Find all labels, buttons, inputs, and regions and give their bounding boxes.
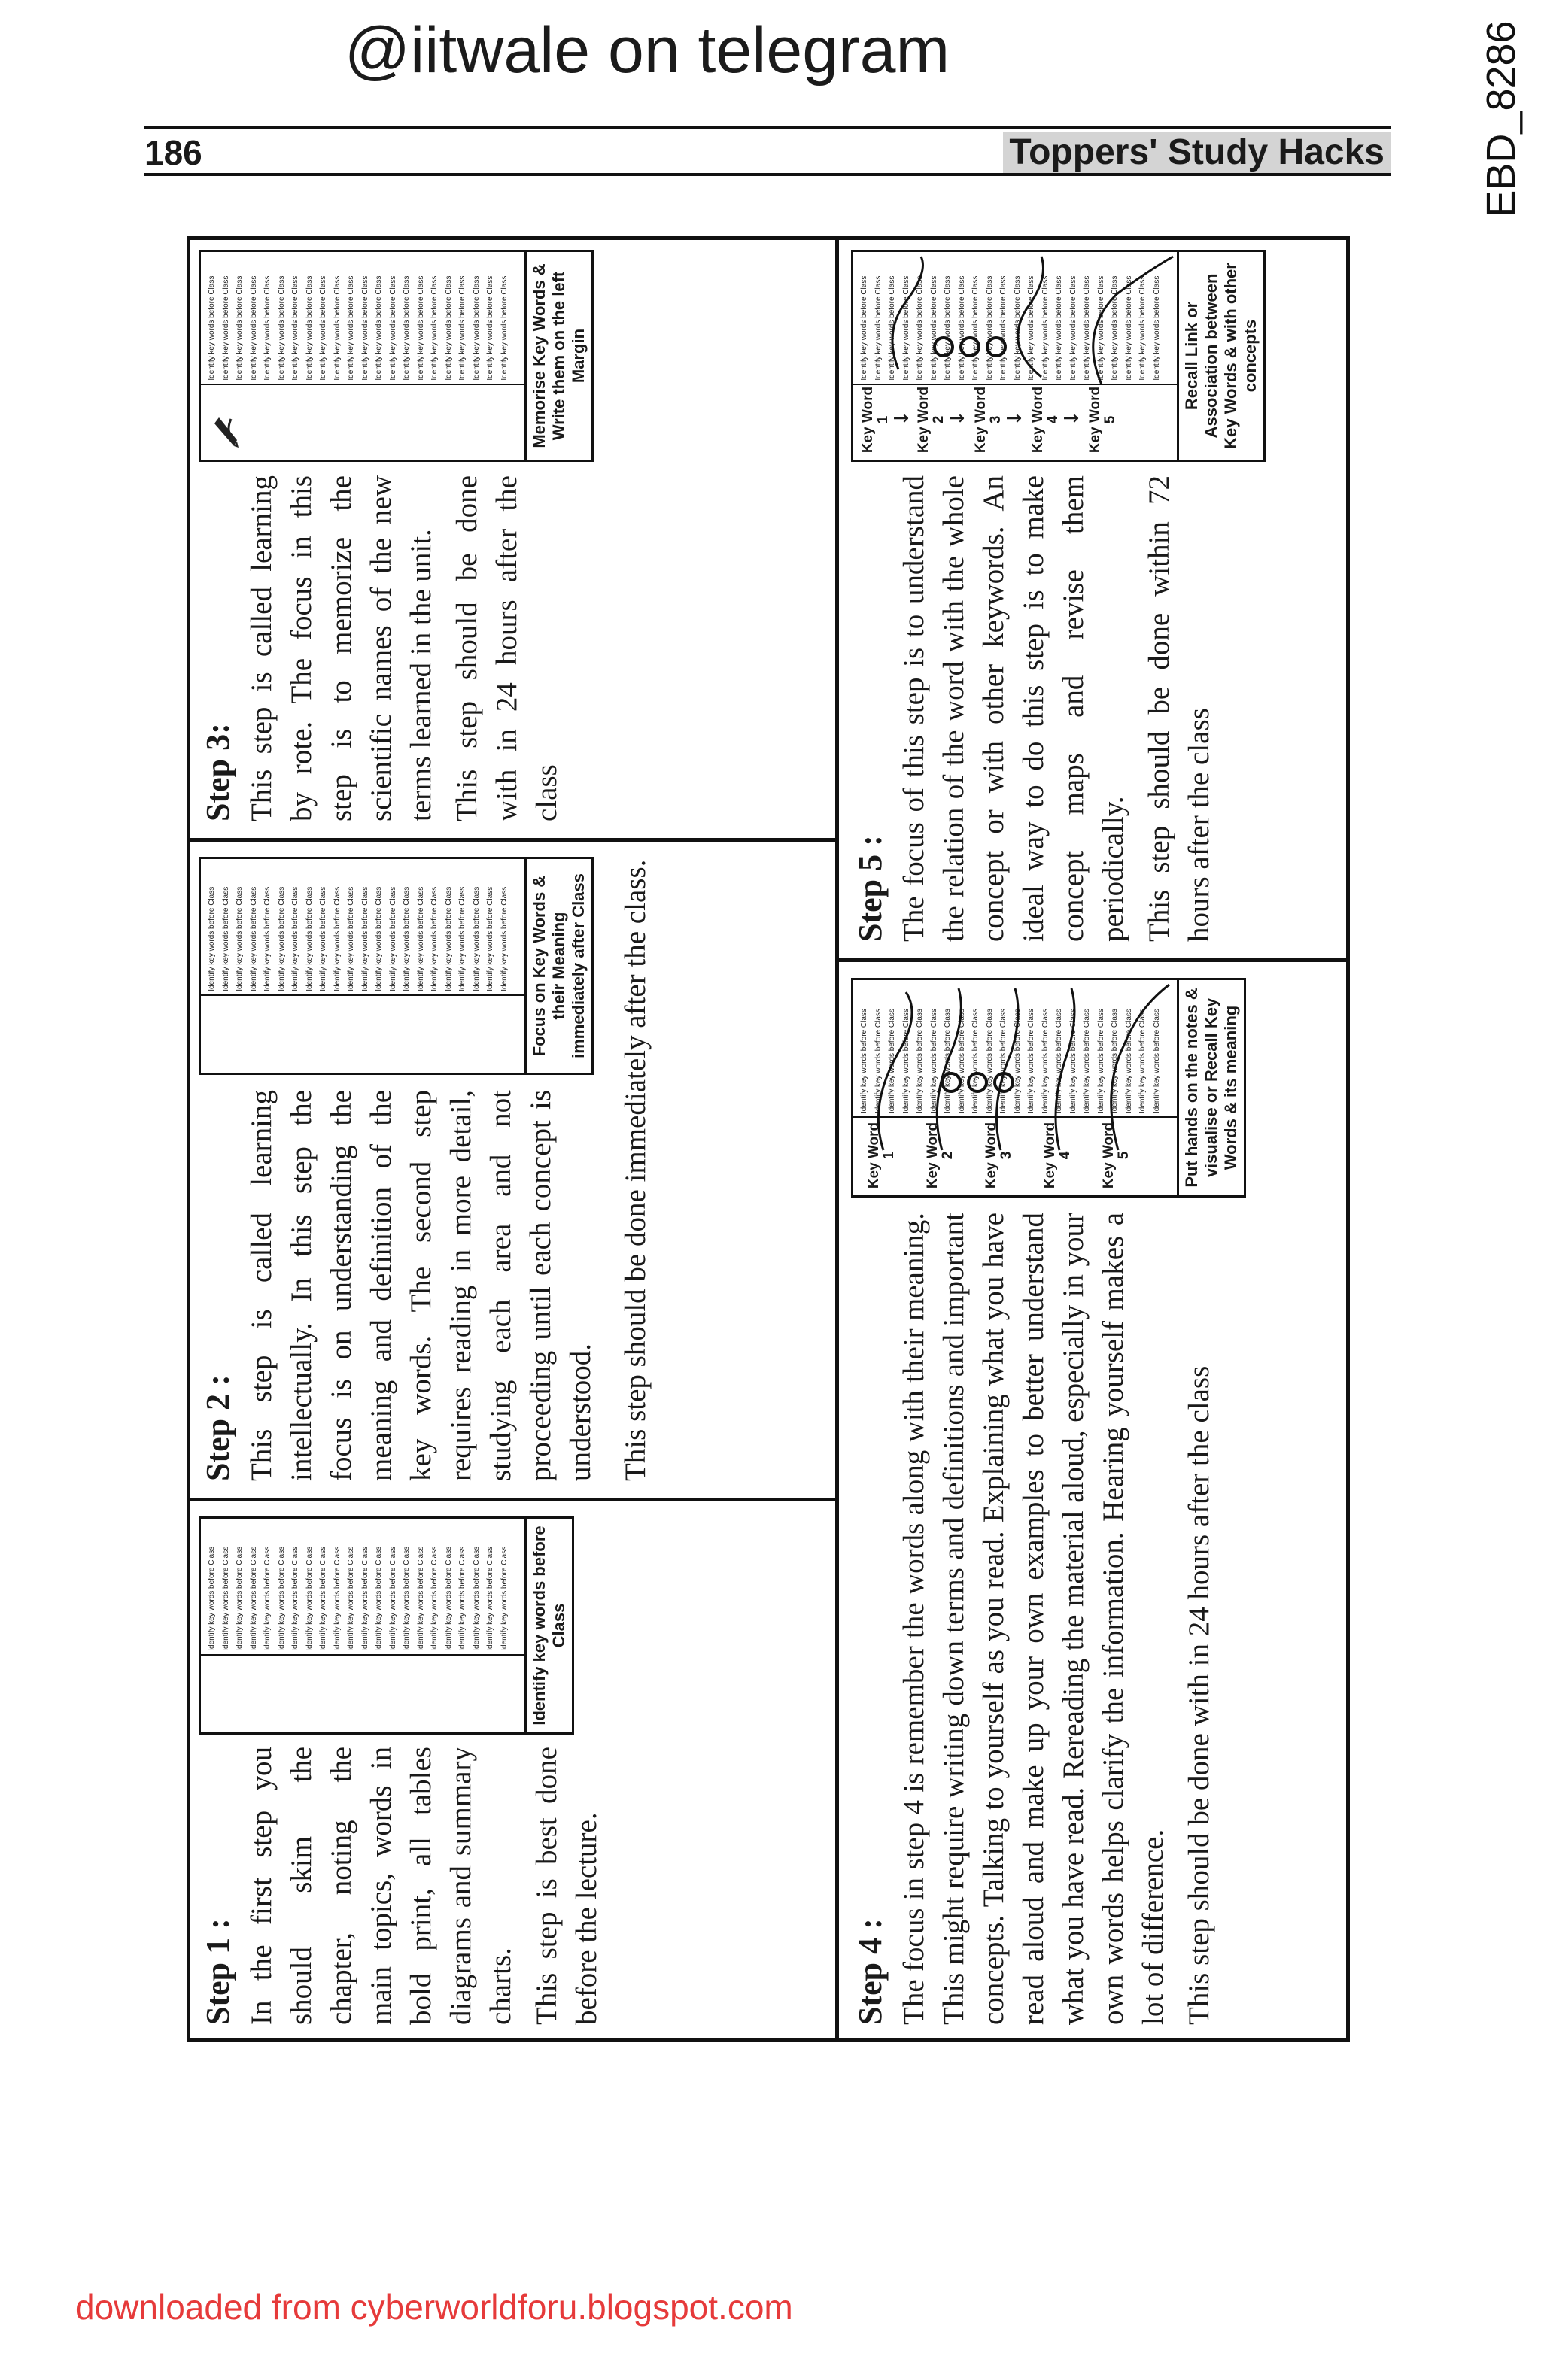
note-line: Identify key words before Class (305, 886, 314, 991)
note-line: Identify key words before Class (500, 1546, 509, 1651)
step-3-figure-caption: Memorise Key Words & Write them on the left Margin (527, 250, 594, 462)
note-line: Identify key words before Class (208, 275, 216, 381)
note-line: Identify key words before Class (319, 886, 327, 991)
note-line: Identify key words before Class (1055, 1009, 1063, 1114)
note-line: Identify key words before Class (444, 1546, 453, 1651)
arrow-down-icon: ↓ (891, 410, 913, 427)
key-word-4-label: Key Word 4 (1042, 1122, 1073, 1189)
note-line: Identify key words before Class (277, 886, 286, 991)
note-line: Identify key words before Class (1041, 275, 1050, 381)
note-line: Identify key words before Class (375, 275, 383, 381)
note-line: Identify key words before Class (1068, 275, 1077, 381)
step-3-cell (187, 236, 835, 838)
note-line: Identify key words before Class (221, 275, 230, 381)
note-line: Identify key words before Class (1138, 1009, 1147, 1114)
step-2-figure (199, 857, 594, 1075)
note-line: Identify key words before Class (458, 1546, 467, 1651)
step-3-text (199, 475, 573, 821)
note-line: Identify key words before Class (444, 886, 453, 991)
watermark-top: @iitwale on telegram (344, 14, 950, 87)
note-line: Identify key words before Class (1068, 1009, 1077, 1114)
step-2-title: Step 2 : (199, 1374, 236, 1481)
note-line: Identify key words before Class (319, 275, 327, 381)
note-line: Identify key words before Class (985, 1009, 994, 1114)
note-line: Identify key words before Class (1096, 1009, 1105, 1114)
header-rule-bottom (144, 173, 1391, 176)
note-line: Identify key words before Class (486, 1546, 494, 1651)
step-4-cell (839, 962, 1350, 2042)
note-line: Identify key words before Class (305, 275, 314, 381)
step-2-figure-caption: Focus on Key Words & their Meaning immediately after Class (527, 857, 594, 1075)
note-line: Identify key words before Class (1111, 1009, 1119, 1114)
step-2-text-lower (615, 858, 661, 1481)
note-line: Identify key words before Class (1111, 275, 1119, 381)
note-line: Identify key words before Class (236, 275, 244, 381)
note-line: Identify key words before Class (388, 275, 397, 381)
note-line: Identify key words before Class (263, 275, 272, 381)
note-line: Identify key words before Class (375, 1546, 383, 1651)
note-line: Identify key words before Class (929, 1009, 938, 1114)
note-line: Identify key words before Class (901, 1009, 910, 1114)
step-3-notes-page (199, 250, 527, 462)
note-line: Identify key words before Class (458, 275, 467, 381)
page-header (144, 126, 1391, 176)
note-line: Identify key words before Class (1138, 275, 1147, 381)
note-line: Identify key words before Class (263, 1546, 272, 1651)
note-line: Identify key words before Class (221, 886, 230, 991)
step-1-text (199, 1747, 612, 2025)
note-line: Identify key words before Class (430, 275, 439, 381)
key-word-1-label: Key Word 1 (860, 386, 891, 454)
note-line: Identify key words before Class (416, 1546, 425, 1651)
note-line: Identify key words before Class (403, 1546, 411, 1651)
note-line: Identify key words before Class (1152, 1009, 1161, 1114)
note-line: Identify key words before Class (486, 886, 494, 991)
step-2-para-2: This step should be done immediately after the class. (619, 859, 652, 1481)
key-word-4-label: Key Word 4 (1030, 386, 1061, 454)
step-4-figure (851, 978, 1246, 1198)
note-line: Identify key words before Class (360, 275, 369, 381)
header-rule-top (144, 126, 1391, 129)
note-line: Identify key words before Class (999, 1009, 1008, 1114)
step-4-para-1: The focus in step 4 is remember the words along with their meaning. This might require writing down terms and definitions and important concepts. Talking to yourself as you read. Explaining what you have read aloud and make up your own examples to better understand what you have read. Rereading the material aloud, especially in your own words helps clarify the information. Hearing yourself makes a lot of difference. (898, 1213, 1169, 2025)
note-line: Identify key words before Class (916, 275, 924, 381)
step-5-para-2: This step should be done within 72 hours after the class (1143, 475, 1215, 942)
note-line: Identify key words before Class (1152, 275, 1161, 381)
step-1-figure-caption: Identify key words before Class (527, 1516, 574, 1735)
note-line: Identify key words before Class (249, 886, 258, 991)
note-line: Identify key words before Class (236, 1546, 244, 1651)
note-line: Identify key words before Class (347, 886, 355, 991)
note-line: Identify key words before Class (971, 1009, 980, 1114)
note-line: Identify key words before Class (1041, 1009, 1050, 1114)
side-code (1471, 6, 1531, 232)
note-line: Identify key words before Class (1124, 1009, 1133, 1114)
step-5-cell (839, 236, 1350, 958)
note-line: Identify key words before Class (1013, 275, 1022, 381)
step-3-para-1: This step is called learning by rote. The focus in this step is to memorize the scientific names of the new terms learned in the unit. (245, 475, 437, 821)
note-line: Identify key words before Class (860, 275, 868, 381)
note-line: Identify key words before Class (388, 1546, 397, 1651)
note-line: Identify key words before Class (333, 275, 342, 381)
key-word-3-label: Key Word 3 (983, 1122, 1014, 1189)
step-5-figure (851, 250, 1266, 462)
arrow-down-icon: ↓ (1004, 410, 1026, 427)
note-line: Identify key words before Class (221, 1546, 230, 1651)
note-line: Identify key words before Class (360, 1546, 369, 1651)
note-line: Identify key words before Class (319, 1546, 327, 1651)
note-line: Identify key words before Class (430, 886, 439, 991)
step-4-text (851, 1213, 1225, 2025)
step-4-title: Step 4 : (852, 1918, 889, 2025)
note-line: Identify key words before Class (1083, 275, 1091, 381)
step-2-cell (187, 842, 835, 1498)
arrow-down-icon: ↓ (1061, 410, 1084, 427)
note-line: Identify key words before Class (985, 275, 994, 381)
note-line: Identify key words before Class (888, 275, 896, 381)
note-line: Identify key words before Class (291, 886, 299, 991)
note-line: Identify key words before Class (1083, 1009, 1091, 1114)
step-1-title: Step 1 : (199, 1918, 236, 2025)
key-word-2-label: Key Word 2 (916, 386, 947, 454)
step-5-text (851, 475, 1225, 942)
note-line: Identify key words before Class (888, 1009, 896, 1114)
note-line: Identify key words before Class (1124, 275, 1133, 381)
note-line: Identify key words before Class (486, 275, 494, 381)
note-line: Identify key words before Class (347, 275, 355, 381)
note-line: Identify key words before Class (403, 275, 411, 381)
note-line: Identify key words before Class (929, 275, 938, 381)
note-line: Identify key words before Class (472, 1546, 481, 1651)
hand-on-notes-icon (853, 252, 1177, 460)
step-2-para-1: This step is called learning intellectually. In this step the focus is on understanding the meaning and definition of the key words. The second step requires reading in more detail, studying each area and not proceeding until each concept is understood. (245, 1090, 597, 1481)
page-number: 186 (144, 133, 202, 172)
note-line: Identify key words before Class (860, 1009, 868, 1114)
note-line: Identify key words before Class (360, 886, 369, 991)
note-line: Identify key words before Class (347, 1546, 355, 1651)
note-line: Identify key words before Class (1096, 275, 1105, 381)
note-line: Identify key words before Class (277, 275, 286, 381)
note-line: Identify key words before Class (305, 1546, 314, 1651)
key-word-1-label: Key Word 1 (866, 1122, 897, 1189)
note-line: Identify key words before Class (1013, 1009, 1022, 1114)
step-1-para-2: This step is best done before the lecture. (530, 1747, 603, 2025)
watermark-bottom: downloaded from cyberworldforu.blogspot.com (75, 2287, 793, 2327)
step-1-cell (187, 1501, 835, 2042)
note-line: Identify key words before Class (444, 275, 453, 381)
book-title: Toppers' Study Hacks (1003, 132, 1391, 173)
note-line: Identify key words before Class (277, 1546, 286, 1651)
note-line: Identify key words before Class (971, 275, 980, 381)
key-word-2-label: Key Word 2 (925, 1122, 956, 1189)
step-3-figure (199, 250, 594, 462)
note-line: Identify key words before Class (944, 275, 952, 381)
note-line: Identify key words before Class (957, 1009, 966, 1114)
note-line: Identify key words before Class (500, 275, 509, 381)
steps-panel (187, 236, 1350, 2042)
note-line: Identify key words before Class (375, 886, 383, 991)
step-2-notes-page (199, 857, 527, 1075)
note-line: Identify key words before Class (1027, 275, 1035, 381)
step-5-notes-page (851, 250, 1179, 462)
note-line: Identify key words before Class (236, 886, 244, 991)
step-3-note-lines (201, 252, 524, 385)
key-word-5-label: Key Word 5 (1087, 386, 1118, 454)
step-4-figure-caption: Put hands on the notes & visualise or Recall Key Words & its meaning (1179, 978, 1246, 1198)
step-1-para-1: In the first step you should skim the chapter, noting the main topics, words in bold print, all tables diagrams and summary charts. (245, 1747, 517, 2025)
note-line: Identify key words before Class (1027, 1009, 1035, 1114)
step-5-figure-caption: Recall Link or Association between Key Words & with other concepts (1179, 250, 1266, 462)
note-line: Identify key words before Class (458, 886, 467, 991)
step-1-notes-page (199, 1516, 527, 1735)
step-4-para-2: This step should be done with in 24 hours after the class (1183, 1365, 1215, 2025)
note-line: Identify key words before Class (263, 886, 272, 991)
note-line: Identify key words before Class (416, 886, 425, 991)
step-2-text (199, 1090, 606, 1481)
note-line: Identify key words before Class (957, 275, 966, 381)
step-4-notes-page (851, 978, 1179, 1198)
note-line: Identify key words before Class (874, 1009, 883, 1114)
pencil-icon (208, 411, 239, 449)
key-word-5-label: Key Word 5 (1101, 1122, 1132, 1189)
note-line: Identify key words before Class (249, 1546, 258, 1651)
key-word-3-label: Key Word 3 (973, 386, 1004, 454)
note-line: Identify key words before Class (333, 1546, 342, 1651)
step-3-title: Step 3: (199, 723, 236, 821)
note-line: Identify key words before Class (901, 275, 910, 381)
note-line: Identify key words before Class (208, 886, 216, 991)
note-line: Identify key words before Class (472, 275, 481, 381)
note-line: Identify key words before Class (472, 886, 481, 991)
note-line: Identify key words before Class (874, 275, 883, 381)
step-1-figure (199, 1516, 574, 1735)
note-line: Identify key words before Class (416, 275, 425, 381)
step-5-title: Step 5 : (852, 835, 889, 942)
hand-on-notes-icon (853, 980, 1177, 1195)
rotated-steps-table (187, 236, 1350, 2042)
note-line: Identify key words before Class (500, 886, 509, 991)
note-line: Identify key words before Class (1055, 275, 1063, 381)
note-line: Identify key words before Class (430, 1546, 439, 1651)
note-line: Identify key words before Class (388, 886, 397, 991)
step-3-para-2: This step should be done with in 24 hours after the class (451, 475, 563, 821)
step-2-note-lines (201, 859, 524, 996)
note-line: Identify key words before Class (944, 1009, 952, 1114)
note-line: Identify key words before Class (333, 886, 342, 991)
side-code-text: EBD_8286 (1479, 20, 1524, 217)
note-line: Identify key words before Class (291, 275, 299, 381)
note-line: Identify key words before Class (403, 886, 411, 991)
note-line: Identify key words before Class (291, 1546, 299, 1651)
note-line: Identify key words before Class (999, 275, 1008, 381)
step-1-note-lines (201, 1519, 524, 1656)
step-5-para-1: The focus of this step is to understand the relation of the word with the whole concept or with other keywords. An ideal way to do this step is to make concept maps and revise them periodically. (898, 475, 1129, 942)
note-line: Identify key words before Class (208, 1546, 216, 1651)
arrow-down-icon: ↓ (947, 410, 969, 427)
note-line: Identify key words before Class (249, 275, 258, 381)
note-line: Identify key words before Class (916, 1009, 924, 1114)
